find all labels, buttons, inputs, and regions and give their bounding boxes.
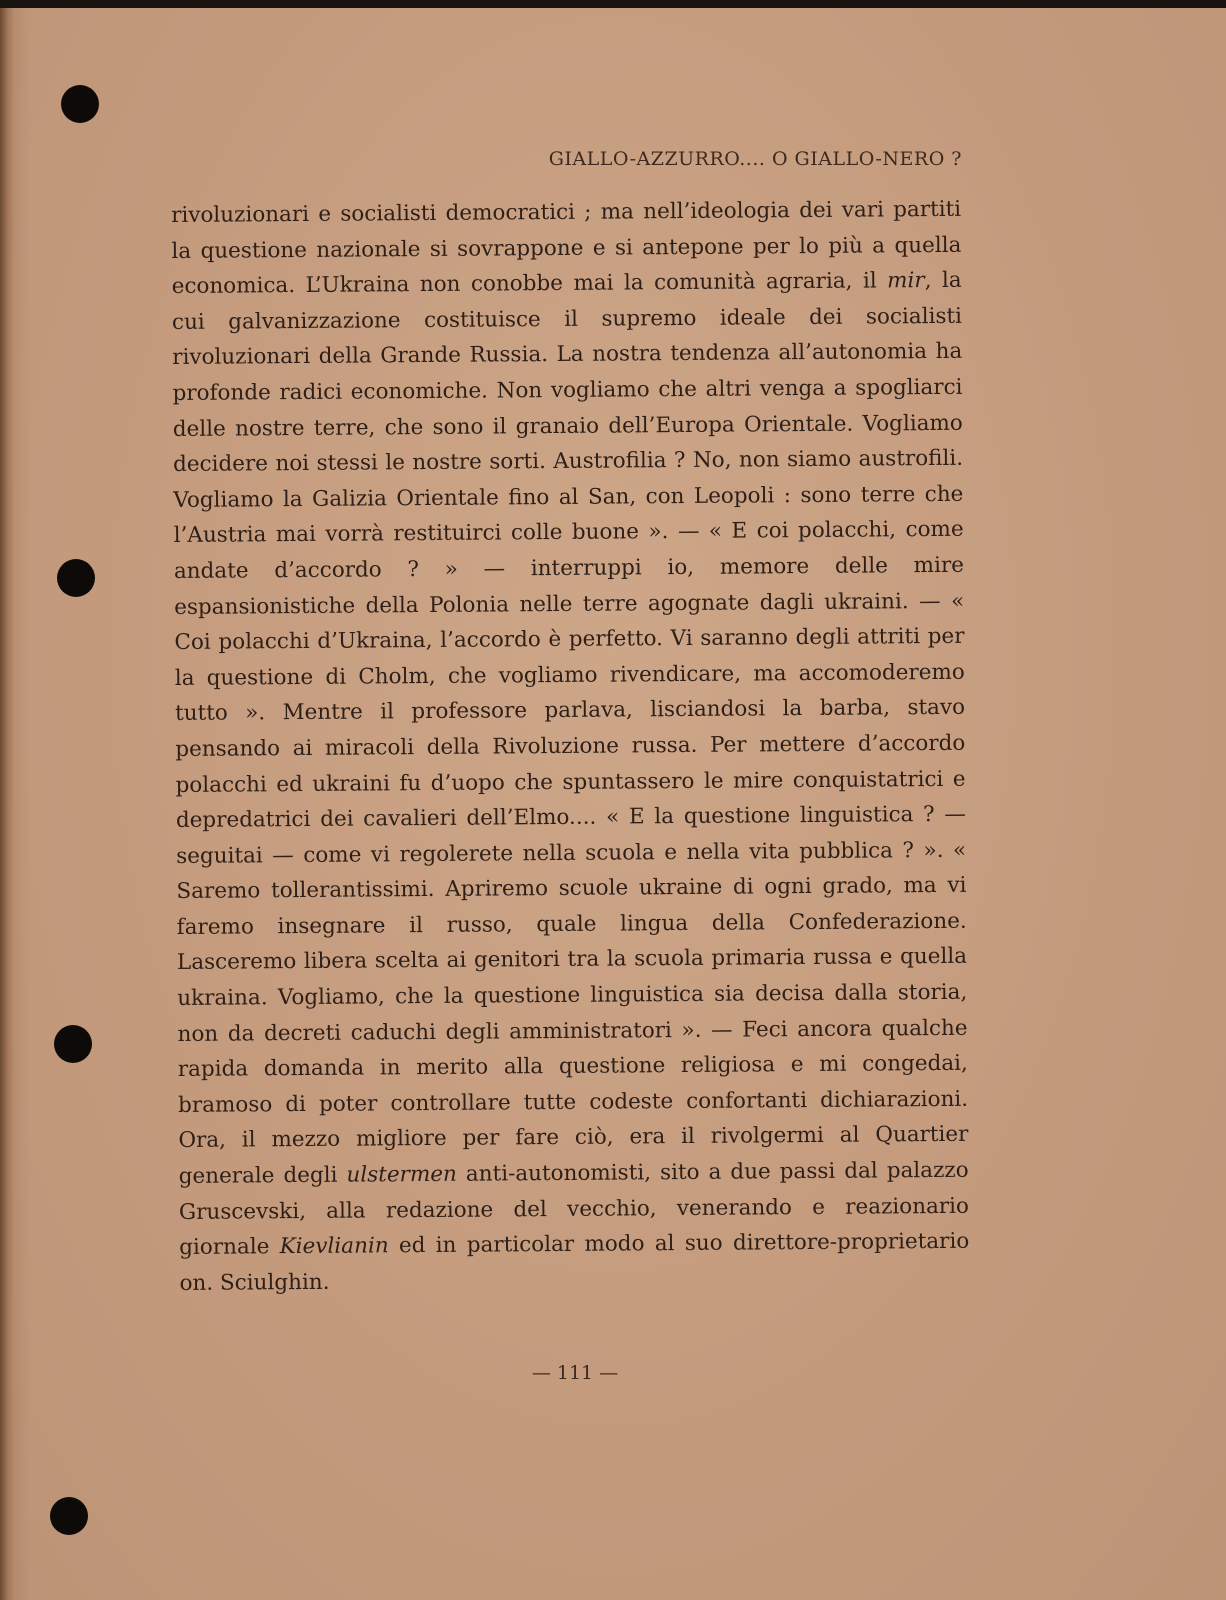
- body-text: [171, 192, 970, 1302]
- punch-hole: [57, 559, 95, 597]
- punch-hole: [50, 1497, 88, 1535]
- page-number: — 111 —: [531, 1362, 619, 1384]
- italic-term: mir: [887, 268, 925, 294]
- punch-hole: [61, 85, 99, 123]
- body-text-segment: anti-autonomisti, sito a due passi dal palazzo Gruscevski, alla redazione del vecchio, venerando e reazionario giornale: [178, 1157, 970, 1261]
- running-header: GIALLO-AZZURRO.... O GIALLO-NERO ?: [548, 148, 962, 170]
- italic-newspaper-title: Kievlianin: [279, 1233, 389, 1260]
- body-text-segment: rivoluzionari e socialisti democratici ; ma nell’ideologia dei vari partiti la questione nazionale si sovrappone e si antepone per lo più a quella economica. L’Ukraina non conobbe mai la comunità agraria, il: [171, 196, 962, 300]
- body-text-segment: , la cui galvanizzazione costituisce il supremo ideale dei socialisti rivoluzionari della Grande Russia. La nostra tendenza all’autonomia ha profonde radici economiche. Non vogliamo che altri venga a spogliarci delle nostre terre, che sono il granaio dell’Europa Orientale. Vogliamo decidere noi stessi le nostre sorti. Austrofilia ? No, non siamo austrofili. Vogliamo la Galizia Orientale fino al San, con Leopoli : sono terre che l’Austria mai vorrà restituirci colle buone ». — « E coi polacchi, come andate d’accordo ? » — interruppi io, memore delle mire espansionistiche della Polonia nelle terre agognate dagli ukraini. — « Coi polacchi d’Ukraina, l’accordo è perfetto. Vi saranno degli attriti per la questione di Cholm, che vogliamo rivendicare, ma accomoderemo tutto ». Mentre il professore parlava, lisciandosi la barba, stavo pensando ai miracoli della Rivoluzione russa. Per mettere d’accordo polacchi ed ukraini fu d’uopo che spuntassero le mire conquistatrici e depredatrici dei cavalieri dell’Elmo.... « E la questione linguistica ? — seguitai — come vi regolerete nella scuola e nella vita pubblica ? ». « Saremo tollerantissimi. Apriremo scuole ukraine di ogni grado, ma vi faremo insegnare il russo, quale lingua della Confederazione. Lasceremo libera scelta ai genitori tra la scuola primaria russa e quella ukraina. Vogliamo, che la questione linguistica sia decisa dalla storia, non da decreti caduchi degli amministratori ». — Feci ancora qualche rapida domanda in merito alla questione religiosa e mi congedai, bramoso di poter controllare tutte codeste confortanti dichiarazioni. Ora, il mezzo migliore per fare ciò, era il rivolgermi al Quartier generale degli: [171, 267, 969, 1190]
- italic-term: ulstermen: [346, 1161, 457, 1188]
- body-text-segment: ed in particolar modo al suo direttore-proprietario on. Sciulghin.: [179, 1228, 970, 1296]
- punch-hole: [54, 1025, 92, 1063]
